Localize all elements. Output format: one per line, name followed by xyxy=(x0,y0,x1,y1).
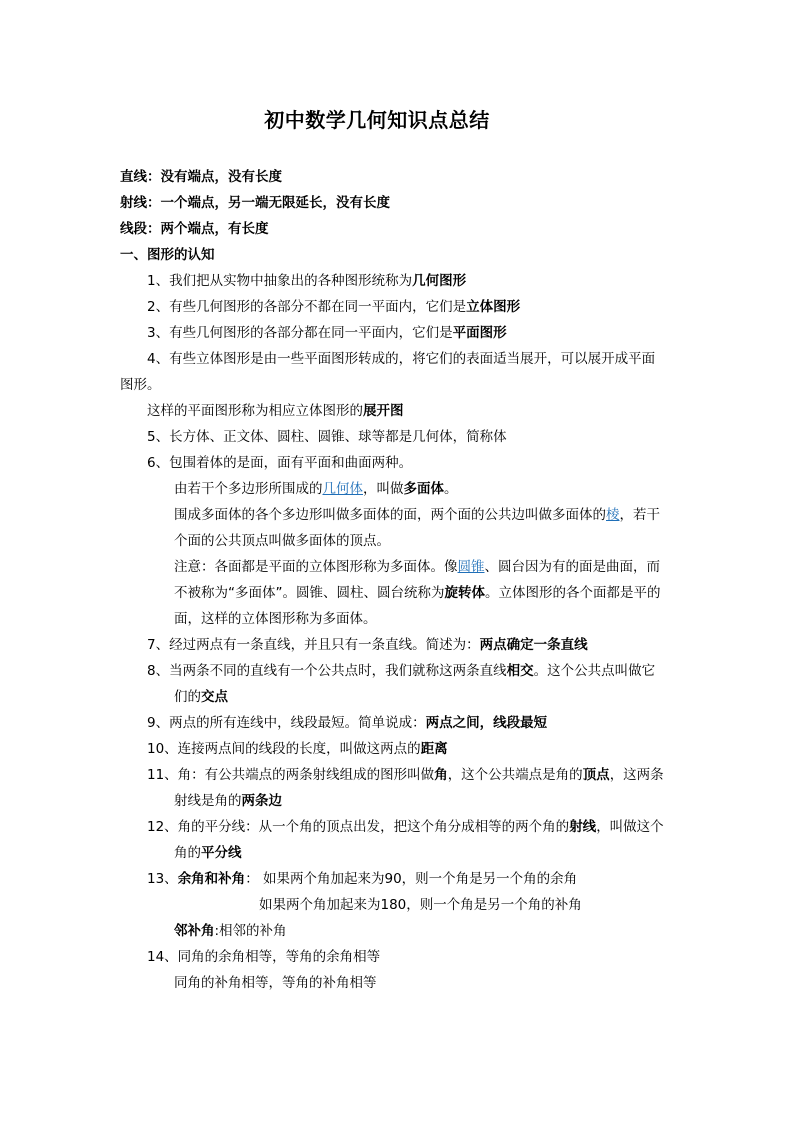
item-number: 13、 xyxy=(147,871,178,887)
key-term: 多面体 xyxy=(403,481,444,497)
list-item-4-note xyxy=(147,398,404,424)
item-text: 由若干个多边形所围成的 xyxy=(174,481,323,497)
link-cone[interactable]: 圆锥 xyxy=(457,559,485,575)
key-term: 两条边 xyxy=(241,793,282,809)
item-text: 7、经过两点有一条直线，并且只有一条直线。简述为： xyxy=(147,637,480,653)
item-text: 们的 xyxy=(174,689,201,705)
key-term: 距离 xyxy=(420,741,448,757)
key-term: 邻补角 xyxy=(174,923,215,939)
item-text: ： xyxy=(245,871,259,887)
polyhedron-vertices: 个面的公共顶点叫做多面体的顶点。 xyxy=(174,533,390,549)
list-item-7 xyxy=(147,632,588,658)
list-item-8-continued xyxy=(174,684,228,710)
list-item-14: 14、同角的余角相等，等角的余角相等 xyxy=(147,949,381,965)
item-text: 射线是角的 xyxy=(174,793,242,809)
list-item-1 xyxy=(147,268,466,294)
list-item-4-continued: 图形。 xyxy=(120,377,161,393)
key-term: 射线 xyxy=(569,819,597,835)
polyhedron-definition xyxy=(174,476,458,502)
link-edge[interactable]: 棱 xyxy=(606,507,620,523)
list-item-13 xyxy=(147,866,577,892)
item-text: 3、有些几何图形的各部分都在同一平面内，它们是 xyxy=(147,325,453,341)
supplementary-angle-definition: 如果两个角加起来为180，则一个角是另一个角的补角 xyxy=(259,897,582,913)
item-text: 9、两点的所有连线中，线段最短。简单说成： xyxy=(147,715,426,731)
list-item-12 xyxy=(147,814,664,840)
document-title: 初中数学几何知识点总结 xyxy=(264,108,490,132)
section-heading: 一、图形的认知 xyxy=(120,247,215,263)
item-text: 。立体图形的各个面都是平的 xyxy=(485,585,661,601)
list-item-6: 6、包围着体的是面，面有平面和曲面两种。 xyxy=(147,455,413,471)
list-item-3 xyxy=(147,320,507,346)
item-text: ，这两条 xyxy=(609,767,664,783)
item-text: 角的 xyxy=(174,845,201,861)
note-line-1 xyxy=(174,554,660,580)
key-term: 两点之间，线段最短 xyxy=(425,715,548,731)
definition-line: 直线：没有端点，没有长度 xyxy=(120,169,282,185)
note-line-2 xyxy=(174,580,661,606)
item-text: :相邻的补角 xyxy=(214,923,287,939)
item-text: 这样的平面图形称为相应立体图形的 xyxy=(147,403,363,419)
key-term: 平面图形 xyxy=(452,325,507,341)
list-item-2 xyxy=(147,294,520,320)
adjacent-supplementary-angle xyxy=(174,918,287,944)
item-text: 10、连接两点间的线段的长度，叫做这两点的 xyxy=(147,741,421,757)
link-solid[interactable]: 几何体 xyxy=(322,481,363,497)
list-item-14-continued: 同角的补角相等，等角的补角相等 xyxy=(174,975,377,991)
key-term: 两点确定一条直线 xyxy=(479,637,588,653)
item-text: ，叫做 xyxy=(363,481,404,497)
definition-ray: 射线：一个端点，另一端无限延长，没有长度 xyxy=(120,195,390,211)
definition-segment: 线段：两个端点，有长度 xyxy=(120,221,269,237)
list-item-9 xyxy=(147,710,547,736)
list-item-4: 4、有些立体图形是由一些平面图形转成的，将它们的表面适当展开，可以展开成平面 xyxy=(147,351,656,367)
item-text: 。 xyxy=(444,481,458,497)
item-text: 不被称为“多面体”。圆锥、圆柱、圆台统称为 xyxy=(174,585,445,601)
key-term: 交点 xyxy=(201,689,228,705)
polyhedron-faces xyxy=(174,502,660,528)
key-term: 余角和补角 xyxy=(177,871,246,887)
item-text: ，这个公共端点是角的 xyxy=(447,767,583,783)
item-text: 、圆台因为有的面是曲面，而 xyxy=(484,559,660,575)
item-text: 注意：各面都是平面的立体图形称为多面体。像 xyxy=(174,559,458,575)
item-text: 2、有些几何图形的各部分不都在同一平面内，它们是 xyxy=(147,299,467,315)
list-item-11-continued xyxy=(174,788,282,814)
item-text: ，若干 xyxy=(619,507,660,523)
item-text: 如果两个角加起来为90，则一个角是另一个角的余角 xyxy=(262,871,578,887)
key-term: 角 xyxy=(434,767,448,783)
item-text: 。这个公共点叫做它 xyxy=(533,663,656,679)
key-term: 展开图 xyxy=(363,403,404,419)
list-item-5: 5、长方体、正文体、圆柱、圆锥、球等都是几何体，简称体 xyxy=(147,429,507,445)
list-item-8 xyxy=(147,658,655,684)
item-text: 11、角：有公共端点的两条射线组成的图形叫做 xyxy=(147,767,435,783)
key-term: 立体图形 xyxy=(466,299,521,315)
list-item-10 xyxy=(147,736,448,762)
list-item-11 xyxy=(147,762,664,788)
key-term: 旋转体 xyxy=(444,585,485,601)
key-term: 顶点 xyxy=(582,767,610,783)
key-term: 平分线 xyxy=(201,845,242,861)
item-text: 围成多面体的各个多边形叫做多面体的面，两个面的公共边叫做多面体的 xyxy=(174,507,606,523)
item-text: 12、角的平分线：从一个角的顶点出发，把这个角分成相等的两个角的 xyxy=(147,819,570,835)
item-text: 8、当两条不同的直线有一个公共点时，我们就称这两条直线 xyxy=(147,663,507,679)
item-text: ，叫做这个 xyxy=(596,819,664,835)
list-item-12-continued xyxy=(174,840,242,866)
item-text: 1、我们把从实物中抽象出的各种图形统称为 xyxy=(147,273,413,289)
note-line-3: 面，这样的立体图形称为多面体。 xyxy=(174,611,377,627)
key-term: 相交 xyxy=(506,663,534,679)
key-term: 几何图形 xyxy=(412,273,467,289)
